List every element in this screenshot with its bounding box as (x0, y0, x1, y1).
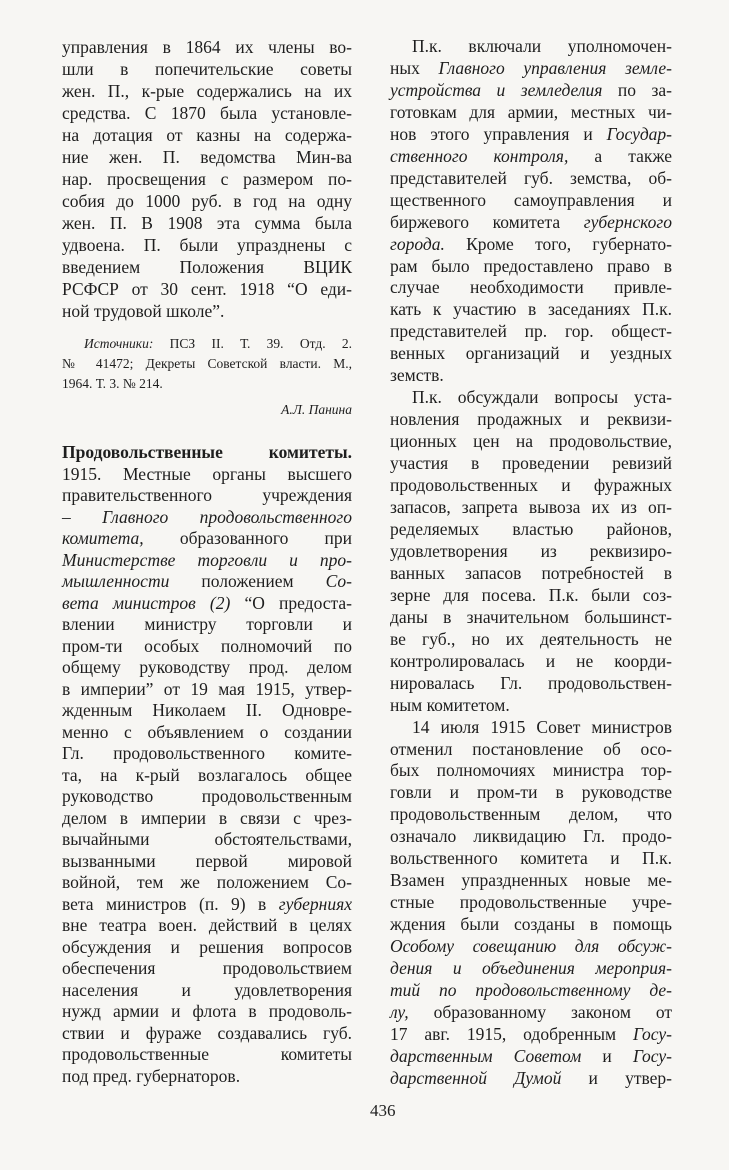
text-segment: ным комитетом. (390, 694, 510, 715)
text-line (390, 124, 672, 146)
italic-term: Министерстве торговли и про- (62, 549, 352, 570)
text-line (62, 829, 352, 851)
text-line (390, 936, 672, 958)
text-line (62, 1066, 352, 1088)
text-segment: нов этого управления и (390, 123, 607, 144)
text-segment: под пред. губернаторов. (62, 1065, 241, 1086)
text-line (390, 848, 672, 870)
text-line (62, 528, 352, 550)
text-segment: ной трудовой школе”. (62, 301, 225, 321)
text-line (62, 743, 352, 765)
page-number: 436 (370, 1101, 396, 1120)
text-line (62, 256, 352, 278)
text-line (62, 1044, 352, 1066)
text-line (62, 36, 352, 58)
text-segment: говли и пром-ти в руководстве (390, 782, 672, 803)
right-column-text (390, 36, 672, 1090)
text-line (390, 146, 672, 168)
text-line (390, 431, 672, 453)
text-segment: 1964. Т. 3. № 214. (62, 376, 163, 391)
text-line (390, 673, 672, 695)
text-segment: Кроме того, губернато- (444, 233, 672, 254)
italic-term: ственного контроля, (390, 145, 569, 166)
italic-term: Госу- (632, 1023, 672, 1044)
text-line (390, 914, 672, 936)
text-segment: венных организаций и уездных (390, 343, 672, 364)
text-line (390, 58, 672, 80)
text-line (62, 872, 352, 894)
text-line (62, 980, 352, 1002)
text-line (62, 334, 352, 354)
text-segment: делом в империи в связи с чрез- (62, 807, 352, 828)
text-line (62, 722, 352, 744)
text-segment: ждения были созданы в помощь (390, 914, 672, 935)
text-segment: вне театра воен. действий в целях (62, 915, 352, 935)
text-line (62, 190, 352, 212)
text-line (390, 475, 672, 497)
text-segment: нужд армии и флота в продоволь- (62, 1001, 352, 1021)
text-segment: управления в 1864 их члены во- (62, 37, 352, 57)
text-segment: случае необходимости привле- (390, 277, 672, 298)
italic-term: лу, (390, 1001, 409, 1022)
text-segment: 17 авг. 1915, одобренным (390, 1023, 633, 1044)
text-line (62, 212, 352, 234)
italic-term: города. (390, 233, 445, 254)
text-line (390, 168, 672, 190)
text-line (62, 146, 352, 168)
text-segment: новления продажных и реквизи- (390, 409, 672, 430)
text-segment: стные продовольственные учре- (390, 892, 672, 913)
text-line (62, 894, 352, 916)
text-segment: даны в значительном большинст- (390, 606, 672, 627)
text-line (390, 80, 672, 102)
text-segment: Взамен упраздненных новые ме- (390, 870, 672, 891)
text-line (390, 387, 672, 409)
text-segment: означало ликвидацию Гл. продо- (390, 826, 672, 847)
article-prodovolstvennye-komitety (62, 442, 352, 1087)
entry-heading: Продовольственные комитеты. (62, 442, 352, 462)
text-line (62, 485, 352, 507)
text-line (390, 365, 672, 387)
text-segment: пром-ти особых полномочий по (62, 635, 352, 656)
text-line (62, 765, 352, 787)
italic-term: тий по продовольственному де- (390, 979, 672, 1000)
text-line (390, 958, 672, 980)
text-line (390, 102, 672, 124)
text-segment: и утвер- (561, 1067, 672, 1088)
text-segment: участия в проведении ревизий (390, 453, 672, 474)
text-line (62, 507, 352, 529)
text-segment: щественного самоуправления и (390, 189, 672, 210)
text-line (62, 124, 352, 146)
text-segment: представителей пр. гор. общест- (390, 321, 672, 342)
text-segment: РСФСР от 30 сент. 1918 “О еди- (62, 279, 352, 299)
text-line (390, 695, 672, 717)
text-segment: вычайными обстоятельствами, (62, 829, 352, 849)
text-segment: влении министру торговли и (62, 614, 352, 634)
text-line (62, 636, 352, 658)
text-segment: 14 июля 1915 Совет министров (412, 716, 672, 737)
text-line (62, 937, 352, 959)
text-line (62, 80, 352, 102)
text-segment: жен. П. В 1908 эта сумма была (62, 213, 352, 233)
text-line (62, 700, 352, 722)
text-segment: нировалась Гл. продовольствен- (390, 672, 672, 693)
text-segment: ние жен. П. ведомства Мин-ва (62, 147, 352, 167)
text-segment: контролировалась и не коорди- (390, 650, 672, 671)
text-line (390, 299, 672, 321)
text-segment: та, на к-рый возлагалось общее (62, 764, 352, 785)
text-segment: обеспечения продовольствием (62, 958, 352, 978)
text-segment: вета министров (п. 9) в (62, 893, 279, 914)
text-segment: правительственного учреждения (62, 485, 352, 505)
text-segment: “О предоста- (230, 592, 352, 613)
text-line (62, 915, 352, 937)
text-line (62, 168, 352, 190)
text-line (62, 354, 352, 374)
text-line (390, 497, 672, 519)
text-line (62, 374, 352, 394)
text-segment: запасов, запрета вывоза их из оп- (390, 497, 672, 518)
text-segment: жен. П., к-рые содержались на их (62, 81, 352, 101)
italic-term: Главного управления земле- (438, 57, 673, 78)
text-segment: положением (169, 571, 326, 591)
text-segment: ве губ., но их деятельность не (390, 628, 672, 649)
text-line (62, 300, 352, 322)
text-line (390, 980, 672, 1002)
text-segment: зерне для посева. П.к. были соз- (390, 584, 672, 605)
text-segment: ределяемых властью районов, (390, 518, 672, 539)
text-line (390, 541, 672, 563)
text-line (390, 760, 672, 782)
italic-term: мышленности (62, 571, 170, 591)
text-segment: удвоена. П. были упразднены с (62, 235, 352, 255)
text-line (390, 629, 672, 651)
text-segment: жденным Николаем II. Одновре- (62, 700, 352, 720)
italic-term: Особому совещанию для обсуж- (390, 936, 672, 957)
author-signature: А.Л. Панина (281, 402, 352, 417)
text-line (62, 958, 352, 980)
text-segment: П.к. включали уполномочен- (412, 36, 672, 56)
text-line (390, 1002, 672, 1024)
italic-term: Госу- (632, 1045, 672, 1066)
italic-term: Источники: (84, 336, 154, 351)
italic-term: дения и объединения мероприя- (390, 958, 672, 979)
text-line (390, 453, 672, 475)
text-segment: П.к. обсуждали вопросы уста- (412, 387, 672, 408)
text-line (390, 277, 672, 299)
italic-term: губернского (583, 211, 672, 232)
text-line (390, 782, 672, 804)
text-line (62, 550, 352, 572)
text-line (390, 870, 672, 892)
text-line (62, 786, 352, 808)
text-segment: бых полномочиях министра тор- (390, 760, 672, 781)
italic-term: комитета, (62, 528, 144, 548)
sources-note (62, 334, 352, 394)
text-segment: земств. (390, 365, 444, 386)
text-segment: ПСЗ II. Т. 39. Отд. 2. (153, 336, 352, 351)
text-segment: в империи” от 19 мая 1915, утвер- (62, 678, 352, 699)
text-line (62, 464, 352, 486)
text-line (390, 409, 672, 431)
text-segment: менно с объявлением о создании (62, 721, 352, 742)
text-line (390, 892, 672, 914)
text-segment: обсуждения и решения вопросов (62, 936, 352, 957)
text-line (390, 256, 672, 278)
text-segment: собия до 1000 руб. в год на одну (62, 191, 352, 211)
text-segment: продовольственным делом, что (390, 804, 672, 825)
text-segment: образованного при (143, 528, 352, 548)
text-line (390, 36, 672, 58)
text-segment: вольственного комитета и П.к. (390, 848, 672, 869)
italic-term: дарственным Советом (390, 1045, 582, 1066)
text-segment: ционных цен на продовольствие, (390, 431, 672, 452)
text-line (390, 519, 672, 541)
text-segment: Гл. продовольственного комите- (62, 743, 352, 763)
text-segment: введением Положения ВЦИК (62, 257, 352, 277)
text-line (62, 278, 352, 300)
text-segment: ствии и фураже создавались губ. (62, 1022, 352, 1043)
text-segment: средства. С 1870 была установле- (62, 103, 352, 123)
text-segment: биржевого комитета (390, 211, 584, 232)
italic-term: Государ- (606, 123, 672, 144)
text-segment: и (581, 1045, 633, 1066)
text-segment: по за- (602, 79, 672, 100)
text-segment: удовлетворения из реквизиро- (390, 540, 672, 561)
text-line (62, 571, 352, 593)
text-line (390, 1068, 672, 1090)
text-segment: кать к участию в заседаниях П.к. (390, 299, 672, 320)
text-line (390, 190, 672, 212)
text-line (390, 343, 672, 365)
text-line (390, 651, 672, 673)
italic-term: дарственной Думой (390, 1067, 562, 1088)
text-line (390, 234, 672, 256)
text-segment: продовольственные комитеты (62, 1044, 352, 1064)
text-segment: представителей губ. земства, об- (390, 167, 672, 188)
text-line (390, 717, 672, 739)
text-line (390, 321, 672, 343)
text-line (390, 607, 672, 629)
text-line (62, 442, 352, 464)
text-line (390, 212, 672, 234)
italic-term: Со- (325, 571, 352, 591)
text-segment: вызванными первой мировой (62, 850, 352, 871)
italic-term: устройства и земледелия (390, 79, 603, 100)
text-line (62, 234, 352, 256)
text-segment: шли в попечительские советы (62, 59, 352, 79)
text-segment: войной, тем же положением Со- (62, 872, 352, 892)
text-line (390, 585, 672, 607)
text-segment: руководство продовольственным (62, 786, 352, 806)
text-segment: рам было предоставлено право в (390, 255, 672, 276)
text-segment: на дотация от казны на содержа- (62, 125, 352, 145)
text-segment: № 41472; Декреты Советской власти. М., (62, 356, 352, 371)
italic-term: – Главного продовольственного (62, 506, 352, 527)
text-line (62, 1001, 352, 1023)
text-line (62, 851, 352, 873)
text-segment: ванных запасов потребностей в (390, 562, 672, 583)
text-segment: населения и удовлетворения (62, 979, 352, 1000)
text-line (62, 614, 352, 636)
text-segment: ных (390, 57, 439, 78)
text-segment: отменил постановление об осо- (390, 738, 672, 759)
text-segment: а также (568, 145, 672, 166)
text-line (62, 58, 352, 80)
text-line (390, 563, 672, 585)
text-segment: готовкам для армии, местных чи- (390, 101, 672, 122)
text-line (390, 826, 672, 848)
text-line (62, 679, 352, 701)
italic-term: губерниях (278, 893, 352, 914)
text-segment: нар. просвещения с размером по- (62, 169, 352, 189)
text-line (390, 1024, 672, 1046)
text-line (62, 1023, 352, 1045)
text-line (62, 808, 352, 830)
text-line (62, 593, 352, 615)
text-segment: общему руководству прод. делом (62, 657, 352, 677)
text-line (62, 102, 352, 124)
text-line (390, 804, 672, 826)
italic-term: вета министров (2) (62, 592, 231, 613)
text-line (390, 1046, 672, 1068)
text-line (62, 657, 352, 679)
text-segment: 1915. Местные органы высшего (62, 463, 352, 484)
text-segment: продовольственных и фуражных (390, 475, 672, 496)
left-column-continued-text (62, 36, 352, 322)
text-segment: образованному законом от (408, 1001, 672, 1022)
text-line (390, 739, 672, 761)
